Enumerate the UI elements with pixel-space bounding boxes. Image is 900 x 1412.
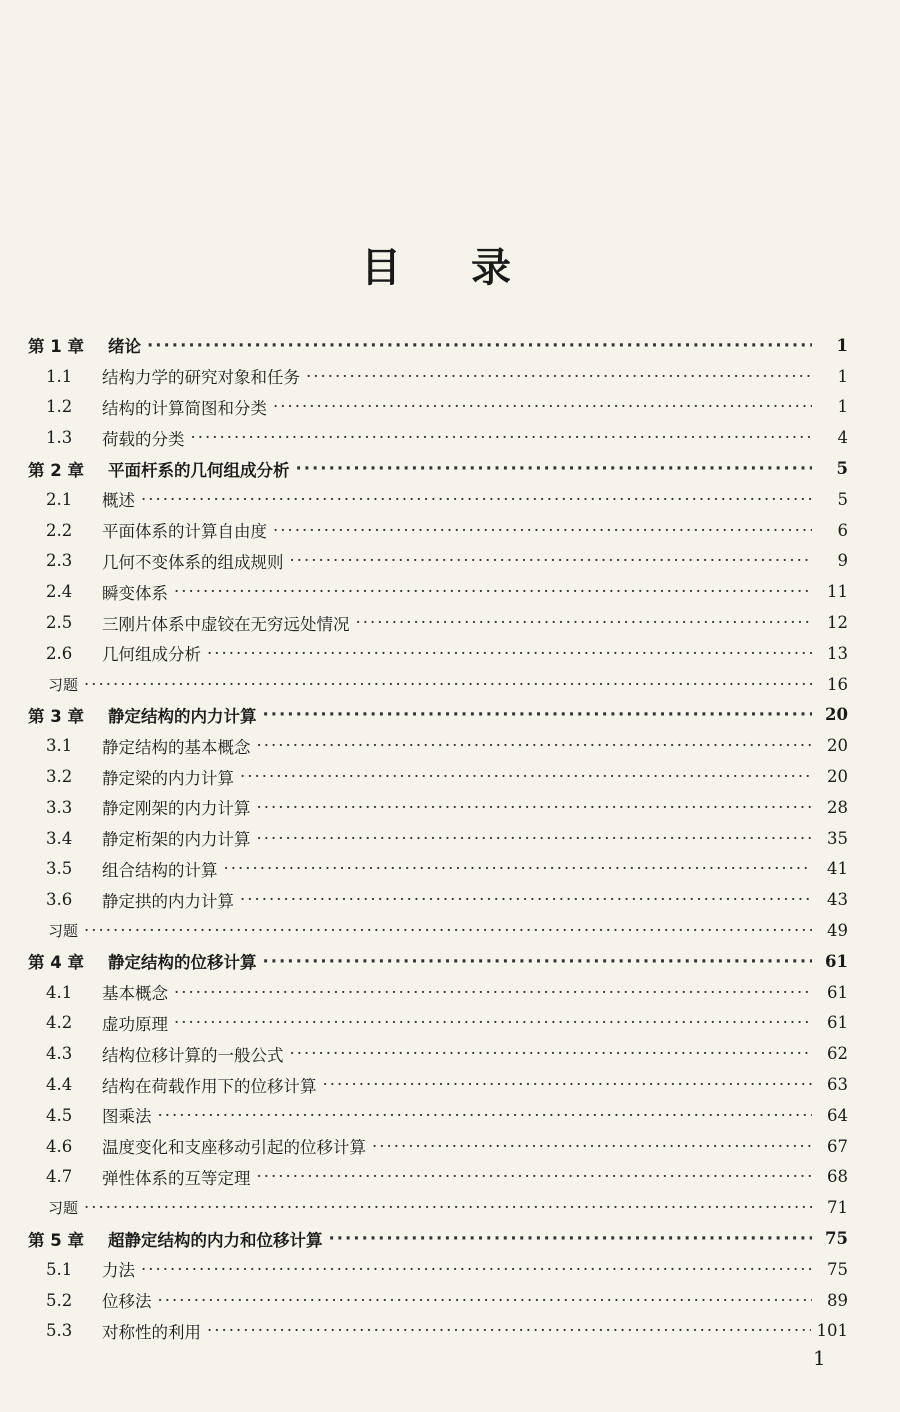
toc-entry-label: 对称性的利用 xyxy=(102,1322,201,1342)
toc-entry-page: 6 xyxy=(837,520,848,540)
toc-entry-label: 温度变化和支座移动引起的位移计算 xyxy=(102,1138,366,1158)
toc-entry-number: 4.4 xyxy=(46,1075,73,1095)
dot-leader xyxy=(296,459,813,478)
dot-leader xyxy=(329,1229,813,1248)
toc-entry-label: 基本概念 xyxy=(102,984,168,1004)
toc-entry-section xyxy=(28,1069,848,1100)
toc-entry-page: 61 xyxy=(827,1013,848,1033)
toc-entry-section xyxy=(28,1285,848,1316)
toc-entry-label: 组合结构的计算 xyxy=(102,860,218,880)
toc-entry-number: 2.5 xyxy=(46,613,73,633)
toc-entry-number: 4.7 xyxy=(46,1167,73,1187)
dot-leader xyxy=(158,1106,813,1125)
dot-leader xyxy=(257,798,813,817)
toc-entry-page: 89 xyxy=(827,1290,848,1310)
toc-entry-section xyxy=(28,854,848,885)
toc-entry-page: 61 xyxy=(827,982,848,1002)
toc-entry-section xyxy=(28,392,848,423)
toc-entry-label: 静定梁的内力计算 xyxy=(102,768,234,788)
dot-leader xyxy=(290,1044,813,1063)
dot-leader xyxy=(158,1291,813,1310)
toc-entry-section xyxy=(28,1316,848,1347)
toc-entry-section xyxy=(28,1131,848,1162)
toc-entry-label: 结构的计算简图和分类 xyxy=(102,398,267,418)
dot-leader xyxy=(224,859,813,878)
toc-entry-section xyxy=(28,977,848,1008)
toc-entry-page: 75 xyxy=(825,1229,848,1248)
toc-entry-page: 61 xyxy=(825,951,848,971)
dot-leader xyxy=(207,644,812,663)
toc-entry-number: 3.6 xyxy=(46,890,73,910)
dot-leader xyxy=(273,397,812,416)
toc-entry-section xyxy=(28,1100,848,1131)
toc-entry-section xyxy=(28,823,848,854)
toc-entry-number: 1.1 xyxy=(46,366,73,386)
dot-leader xyxy=(207,1321,811,1340)
toc-entry-page: 20 xyxy=(825,705,848,725)
toc-entry-number: 2.6 xyxy=(46,643,73,663)
dot-leader xyxy=(257,1167,813,1186)
toc-entry-page: 62 xyxy=(827,1044,848,1064)
dot-leader xyxy=(240,890,812,909)
toc-entry-section xyxy=(28,1162,848,1193)
dot-leader xyxy=(84,921,812,940)
toc-entry-section xyxy=(28,1254,848,1285)
toc-entry-section xyxy=(28,422,848,453)
toc-entry-number: 5.2 xyxy=(46,1290,73,1310)
toc-entry-label: 结构在荷载作用下的位移计算 xyxy=(102,1076,317,1096)
toc-entry-chapter xyxy=(28,453,848,484)
toc-entry-section xyxy=(28,884,848,915)
toc-entry-label: 习题 xyxy=(48,922,79,941)
toc-entry-page: 1 xyxy=(836,335,848,355)
toc-entry-label: 概述 xyxy=(102,491,135,511)
toc-entry-number: 4.1 xyxy=(46,982,73,1002)
toc-entry-page: 20 xyxy=(827,736,848,756)
dot-leader xyxy=(141,490,812,509)
dot-leader xyxy=(263,705,813,724)
toc-entry-page: 16 xyxy=(827,674,848,694)
toc-entry-number: 2.4 xyxy=(46,582,73,602)
toc-entry-section xyxy=(28,761,848,792)
toc-entry-section xyxy=(28,361,848,392)
page-number: 1 xyxy=(813,1346,826,1370)
toc-entry-label: 力法 xyxy=(102,1261,135,1281)
toc-entry-label: 习题 xyxy=(48,675,79,694)
toc-entry-number: 3.5 xyxy=(46,859,73,879)
toc-entry-number: 第 2 章 xyxy=(28,460,84,480)
toc-entry-page: 67 xyxy=(827,1136,848,1156)
toc-entry-number: 第 5 章 xyxy=(28,1230,84,1250)
toc-entry-label: 绪论 xyxy=(108,337,141,357)
toc-entry-label: 三刚片体系中虚铰在无穷远处情况 xyxy=(102,614,350,634)
toc-entry-page: 13 xyxy=(827,643,848,663)
dot-leader xyxy=(372,1137,812,1156)
dot-leader xyxy=(147,336,812,355)
dot-leader xyxy=(306,367,812,386)
toc-entry-page: 4 xyxy=(837,428,848,448)
toc-entry-section xyxy=(28,484,848,515)
toc-entry-page: 101 xyxy=(816,1321,848,1341)
toc-entry-label: 结构力学的研究对象和任务 xyxy=(102,368,300,388)
toc-entry-label: 几何不变体系的组成规则 xyxy=(102,552,284,572)
toc-entry-label: 静定刚架的内力计算 xyxy=(102,799,251,819)
toc-entry-label: 虚功原理 xyxy=(102,1014,168,1034)
toc-entry-number: 第 3 章 xyxy=(28,706,84,726)
toc-entry-label: 平面体系的计算自由度 xyxy=(102,522,267,542)
toc-entry-page: 1 xyxy=(837,366,848,386)
toc-entry-page: 1 xyxy=(837,397,848,417)
toc-entry-number: 3.4 xyxy=(46,828,73,848)
toc-entry-label: 图乘法 xyxy=(102,1107,152,1127)
toc-entry-number: 4.3 xyxy=(46,1044,73,1064)
toc-entry-label: 习题 xyxy=(48,1199,79,1218)
toc-entry-page: 5 xyxy=(836,459,848,479)
toc-entry-chapter xyxy=(28,700,848,731)
toc-entry-label: 平面杆系的几何组成分析 xyxy=(108,460,290,480)
toc-entry-exercise xyxy=(28,915,848,946)
toc-entry-number: 1.2 xyxy=(46,397,73,417)
dot-leader xyxy=(174,582,812,601)
dot-leader xyxy=(273,521,812,540)
toc-entry-number: 5.3 xyxy=(46,1321,73,1341)
dot-leader xyxy=(174,983,812,1002)
toc-entry-section xyxy=(28,546,848,577)
toc-entry-page: 43 xyxy=(827,890,848,910)
toc-entry-label: 静定结构的基本概念 xyxy=(102,737,251,757)
toc-entry-label: 静定结构的内力计算 xyxy=(108,706,257,726)
dot-leader xyxy=(290,551,813,570)
dot-leader xyxy=(257,829,813,848)
toc-entry-section xyxy=(28,792,848,823)
toc-entry-section xyxy=(28,515,848,546)
toc-entry-chapter xyxy=(28,946,848,977)
toc-entry-exercise xyxy=(28,1192,848,1223)
toc-entry-label: 静定拱的内力计算 xyxy=(102,891,234,911)
dot-leader xyxy=(84,675,812,694)
toc-entry-label: 静定桁架的内力计算 xyxy=(102,830,251,850)
toc-entry-chapter xyxy=(28,330,848,361)
toc-entry-page: 28 xyxy=(827,797,848,817)
toc-entry-page: 68 xyxy=(827,1167,848,1187)
toc-entry-number: 3.2 xyxy=(46,767,73,787)
page-title: 目 录 xyxy=(361,245,539,291)
dot-leader xyxy=(174,1013,812,1032)
dot-leader xyxy=(191,428,813,447)
toc-entry-number: 3.1 xyxy=(46,736,73,756)
toc-entry-chapter xyxy=(28,1223,848,1254)
toc-entry-number: 4.2 xyxy=(46,1013,73,1033)
toc-entry-number: 2.2 xyxy=(46,520,73,540)
toc-entry-number: 1.3 xyxy=(46,428,73,448)
table-of-contents xyxy=(28,330,848,1346)
toc-entry-page: 9 xyxy=(837,551,848,571)
toc-entry-page: 41 xyxy=(827,859,848,879)
dot-leader xyxy=(323,1075,813,1094)
toc-entry-number: 5.1 xyxy=(46,1259,73,1279)
toc-entry-number: 2.1 xyxy=(46,489,73,509)
toc-entry-section xyxy=(28,576,848,607)
toc-entry-number: 第 1 章 xyxy=(28,337,84,357)
toc-entry-label: 静定结构的位移计算 xyxy=(108,953,257,973)
toc-entry-label: 荷载的分类 xyxy=(102,429,185,449)
toc-entry-page: 11 xyxy=(827,582,848,602)
toc-entry-number: 2.3 xyxy=(46,551,73,571)
toc-entry-section xyxy=(28,638,848,669)
toc-entry-page: 12 xyxy=(827,613,848,633)
toc-entry-number: 第 4 章 xyxy=(28,953,84,973)
toc-entry-label: 超静定结构的内力和位移计算 xyxy=(108,1230,323,1250)
toc-entry-page: 35 xyxy=(827,828,848,848)
toc-entry-section xyxy=(28,1008,848,1039)
dot-leader xyxy=(240,767,812,786)
toc-entry-section xyxy=(28,1038,848,1069)
dot-leader xyxy=(356,613,813,632)
toc-entry-number: 3.3 xyxy=(46,797,73,817)
toc-entry-label: 瞬变体系 xyxy=(102,583,168,603)
toc-entry-section xyxy=(28,607,848,638)
toc-entry-page: 75 xyxy=(827,1259,848,1279)
toc-entry-number: 4.5 xyxy=(46,1105,73,1125)
toc-entry-label: 位移法 xyxy=(102,1292,152,1312)
toc-entry-section xyxy=(28,730,848,761)
dot-leader xyxy=(141,1260,812,1279)
toc-entry-page: 63 xyxy=(827,1075,848,1095)
toc-entry-page: 64 xyxy=(827,1105,848,1125)
dot-leader xyxy=(257,736,813,755)
dot-leader xyxy=(263,952,813,971)
toc-entry-label: 弹性体系的互等定理 xyxy=(102,1168,251,1188)
toc-entry-label: 结构位移计算的一般公式 xyxy=(102,1045,284,1065)
toc-entry-label: 几何组成分析 xyxy=(102,645,201,665)
toc-entry-page: 71 xyxy=(827,1198,848,1218)
toc-entry-page: 5 xyxy=(837,489,848,509)
toc-entry-page: 20 xyxy=(827,767,848,787)
toc-entry-exercise xyxy=(28,669,848,700)
toc-entry-number: 4.6 xyxy=(46,1136,73,1156)
dot-leader xyxy=(84,1198,812,1217)
toc-entry-page: 49 xyxy=(827,921,848,941)
